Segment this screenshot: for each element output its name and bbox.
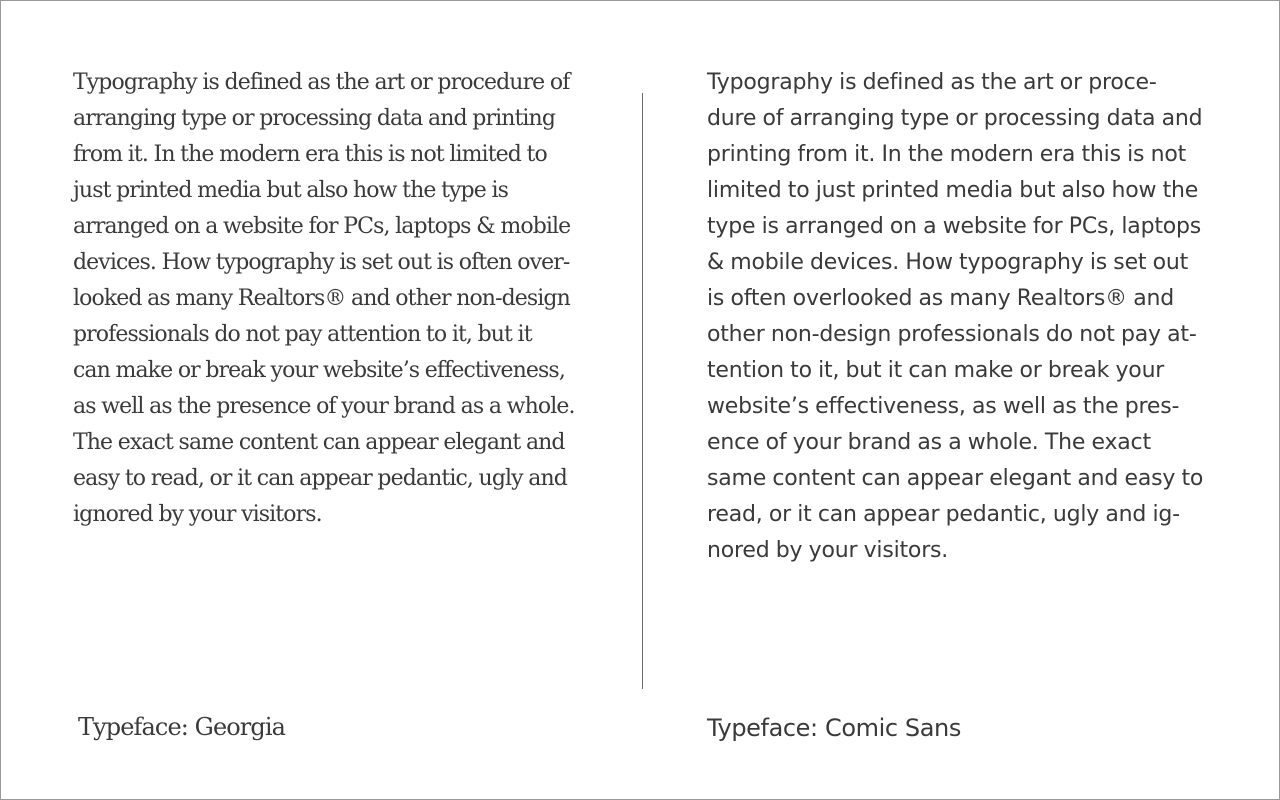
- comic-sans-line: other non-design professionals do not pay at-: [707, 322, 1197, 347]
- comic-sans-line: dure of arranging type or processing data and: [707, 106, 1203, 131]
- georgia-line: Typography is defined as the art or procedure of: [73, 70, 570, 95]
- comic-sans-line: printing from it. In the modern era this is not: [707, 142, 1187, 167]
- comic-sans-line: & mobile devices. How typography is set out: [707, 250, 1189, 275]
- comic-sans-line: type is arranged on a website for PCs, laptops: [707, 214, 1202, 239]
- column-divider: [642, 93, 643, 689]
- georgia-line: ignored by your visitors.: [73, 502, 322, 527]
- georgia-line: just printed media but also how the type is: [73, 178, 508, 203]
- comic-sans-line: read, or it can appear pedantic, ugly and ig-: [707, 502, 1180, 527]
- comic-sans-line: ence of your brand as a whole. The exact: [707, 430, 1151, 455]
- georgia-line: arranged on a website for PCs, laptops & mobile: [73, 214, 571, 239]
- comic-sans-line: limited to just printed media but also how the: [707, 178, 1199, 203]
- georgia-line: professionals do not pay attention to it, but it: [73, 322, 532, 347]
- georgia-line: devices. How typography is set out is often over-: [73, 250, 570, 275]
- georgia-line: The exact same content can appear elegant and: [73, 430, 565, 455]
- georgia-line: can make or break your website’s effectiveness,: [73, 358, 565, 383]
- comic-sans-line: website’s effectiveness, as well as the pres-: [707, 394, 1180, 419]
- comic-sans-line: Typography is defined as the art or proce-: [707, 70, 1157, 95]
- comic-sans-paragraph: [707, 65, 1227, 569]
- comic-sans-line: tention to it, but it can make or break your: [707, 358, 1165, 383]
- comic-sans-line: nored by your visitors.: [707, 538, 949, 563]
- georgia-paragraph: [73, 65, 593, 533]
- comic-sans-line: is often overlooked as many Realtors® and: [707, 286, 1175, 311]
- georgia-line: arranging type or processing data and printing: [73, 106, 556, 131]
- georgia-line: looked as many Realtors® and other non-design: [73, 286, 570, 311]
- comic-sans-line: same content can appear elegant and easy to: [707, 466, 1204, 491]
- georgia-caption: Typeface: Georgia: [78, 713, 286, 741]
- georgia-line: as well as the presence of your brand as a whole.: [73, 394, 575, 419]
- georgia-line: easy to read, or it can appear pedantic, ugly and: [73, 466, 567, 491]
- comic-sans-caption: Typeface: Comic Sans: [707, 714, 961, 742]
- georgia-line: from it. In the modern era this is not limited to: [73, 142, 547, 167]
